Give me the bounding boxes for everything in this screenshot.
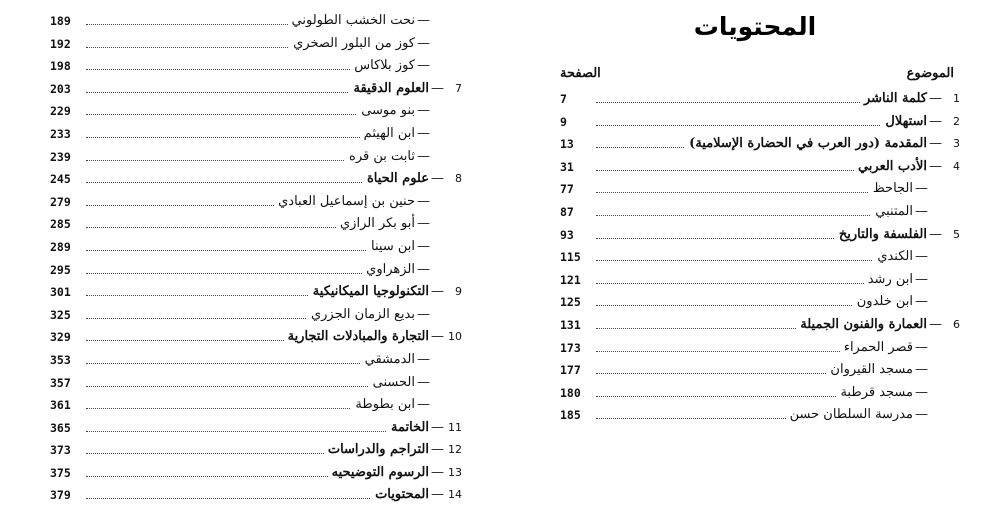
- entry-dash: —: [929, 136, 942, 152]
- toc-entry-title: أبو بكر الرازي: [340, 216, 415, 232]
- toc-entry-title: التراجم والدراسات: [327, 442, 429, 458]
- toc-row: [560, 404, 960, 427]
- entry-dash: —: [431, 419, 444, 435]
- toc-entry-title: ابن الهيثم: [363, 125, 415, 141]
- toc-row: [50, 123, 462, 146]
- toc-row: [560, 88, 960, 111]
- toc-page-number: 357: [50, 375, 71, 390]
- toc-row: [50, 304, 462, 327]
- toc-entry: [881, 111, 960, 134]
- toc-page-number: 361: [50, 398, 71, 413]
- entry-dash: —: [417, 397, 430, 413]
- toc-page-number: 93: [560, 227, 574, 242]
- toc-page-number: 301: [50, 285, 71, 300]
- entry-dash: —: [929, 316, 942, 332]
- toc-entry-title: الدمشقي: [364, 351, 415, 367]
- toc-entry-title: ابن خلدون: [856, 294, 913, 310]
- chapter-number: 3: [953, 137, 960, 151]
- entry-dash: —: [915, 339, 928, 355]
- toc-entry: [349, 78, 462, 101]
- toc-entry-title: التكنولوجيا الميكانيكية: [312, 284, 429, 300]
- toc-entry-title: قصر الحمراء: [843, 339, 913, 355]
- entry-dash: —: [417, 351, 430, 367]
- toc-page-number: 13: [560, 137, 574, 152]
- toc-entry: [360, 123, 462, 146]
- toc-row: [50, 372, 462, 395]
- toc-page-number: 203: [50, 81, 71, 96]
- toc-row: [50, 33, 462, 56]
- entry-dash: —: [417, 193, 430, 209]
- toc-entry-title: مدرسة السلطان حسن: [789, 407, 913, 423]
- chapter-number: 6: [953, 317, 960, 331]
- column-header-subject: الموضوع: [906, 66, 954, 81]
- toc-page-number: 233: [50, 126, 71, 141]
- toc-row: [560, 291, 960, 314]
- entry-dash: —: [417, 148, 430, 164]
- entry-dash: —: [915, 249, 928, 265]
- toc-page-number: 31: [560, 159, 574, 174]
- toc-row: [50, 100, 462, 123]
- toc-page-number: 373: [50, 443, 71, 458]
- toc-page-number: 295: [50, 262, 71, 277]
- toc-page-number: 131: [560, 317, 581, 332]
- toc-entry: [860, 88, 960, 111]
- toc-entry-title: الخاتمة: [390, 419, 429, 435]
- toc-row: [50, 55, 462, 78]
- toc-row: [560, 246, 960, 269]
- toc-entry: [369, 372, 462, 395]
- toc-entry: [309, 281, 462, 304]
- toc-entry: [289, 33, 462, 56]
- toc-page-number: 125: [560, 295, 581, 310]
- toc-entry-title: نحت الخشب الطولوني: [291, 13, 415, 28]
- entry-dash: —: [417, 13, 430, 28]
- toc-page-number: 77: [560, 182, 574, 197]
- entry-dash: —: [431, 487, 444, 503]
- toc-page-number: 180: [560, 385, 581, 400]
- entry-dash: —: [431, 329, 444, 345]
- toc-page-number: 173: [560, 340, 581, 355]
- toc-entry: [786, 404, 960, 427]
- entry-dash: —: [915, 203, 928, 219]
- toc-entry: [871, 201, 960, 224]
- toc-entry: [796, 314, 960, 337]
- toc-page-number: 115: [560, 250, 581, 265]
- toc-entry: [873, 246, 960, 269]
- toc-entry: [367, 236, 462, 259]
- toc-entry-title: المحتويات: [375, 487, 429, 503]
- chapter-number: 13: [448, 465, 462, 479]
- chapter-number: 9: [455, 285, 462, 299]
- entry-dash: —: [417, 216, 430, 232]
- toc-row: [560, 337, 960, 360]
- toc-entry: [685, 133, 960, 156]
- toc-row: [50, 78, 462, 101]
- toc-entry-title: المقدمة (دور العرب في الحضارة الإسلامية): [689, 136, 927, 152]
- toc-entry-title: مسجد القيروان: [830, 362, 913, 378]
- entry-dash: —: [915, 271, 928, 287]
- toc-row: [50, 394, 462, 417]
- toc-entry-title: حنين بن إسماعيل العبادي: [278, 193, 415, 209]
- toc-row: [50, 439, 462, 462]
- toc-page-number: 245: [50, 172, 71, 187]
- chapter-number: 10: [448, 330, 462, 344]
- entry-dash: —: [417, 125, 430, 141]
- toc-row: [560, 269, 960, 292]
- toc-entry-title: ابن رشد: [867, 271, 913, 287]
- entry-dash: —: [417, 238, 430, 254]
- toc-entry: [345, 146, 462, 169]
- entry-dash: —: [417, 261, 430, 277]
- toc-row: [560, 178, 960, 201]
- toc-entry-title: مسجد قرطبة: [840, 384, 913, 400]
- toc-entry: [350, 55, 462, 78]
- toc-entry: [274, 191, 462, 214]
- toc-page-number: 289: [50, 239, 71, 254]
- entry-dash: —: [915, 362, 928, 378]
- column-header-page: الصفحة: [560, 66, 601, 81]
- toc-row: [50, 236, 462, 259]
- chapter-number: 12: [448, 443, 462, 457]
- toc-page-number: 185: [560, 408, 581, 423]
- toc-entry: [284, 326, 462, 349]
- toc-row: [560, 201, 960, 224]
- toc-list-right: [560, 88, 960, 427]
- toc-page-number: 279: [50, 194, 71, 209]
- toc-row: [50, 10, 462, 33]
- toc-entry-title: الجاحظ: [872, 181, 913, 197]
- entry-dash: —: [431, 284, 444, 300]
- toc-entry-title: كوز بلاكاس: [354, 58, 415, 74]
- toc-entry-title: الكندي: [877, 249, 913, 265]
- toc-entry-title: علوم الحياة: [366, 171, 429, 187]
- toc-row: [560, 314, 960, 337]
- entry-dash: —: [417, 306, 430, 322]
- chapter-number: 7: [455, 81, 462, 95]
- toc-entry: [371, 484, 462, 507]
- toc-row: [50, 484, 462, 507]
- toc-entry: [362, 259, 462, 282]
- toc-page-number: 192: [50, 36, 71, 51]
- toc-row: [560, 133, 960, 156]
- entry-dash: —: [929, 226, 942, 242]
- chapter-number: 4: [953, 159, 960, 173]
- entry-dash: —: [929, 113, 942, 129]
- toc-entry-title: المتنبي: [875, 203, 913, 219]
- chapter-number: 1: [953, 92, 960, 105]
- toc-entry: [387, 417, 462, 440]
- chapter-number: 11: [448, 420, 462, 434]
- toc-row: [50, 462, 462, 485]
- entry-dash: —: [915, 384, 928, 400]
- toc-page-number: 353: [50, 352, 71, 367]
- toc-entry-title: كوز من البلور الصخري: [293, 35, 415, 51]
- toc-page-number: 285: [50, 217, 71, 232]
- toc-entry-title: العمارة والفنون الجميلة: [800, 316, 927, 332]
- chapter-number: 5: [953, 227, 960, 241]
- toc-row: [50, 213, 462, 236]
- toc-entry: [357, 100, 462, 123]
- entry-dash: —: [417, 35, 430, 51]
- toc-page-number: 189: [50, 14, 71, 28]
- toc-entry: [869, 178, 960, 201]
- entry-dash: —: [417, 103, 430, 119]
- entry-dash: —: [915, 407, 928, 423]
- toc-entry: [336, 213, 462, 236]
- toc-row: [560, 224, 960, 247]
- toc-entry: [361, 349, 462, 372]
- toc-entry: [363, 168, 462, 191]
- entry-dash: —: [417, 58, 430, 74]
- toc-entry: [864, 269, 960, 292]
- toc-entry: [307, 304, 462, 327]
- toc-entry: [826, 359, 960, 382]
- entry-dash: —: [431, 464, 444, 480]
- toc-row: [50, 349, 462, 372]
- toc-entry: [836, 382, 960, 405]
- toc-row: [50, 168, 462, 191]
- toc-entry-title: ثابت بن قره: [349, 148, 415, 164]
- toc-entry-title: التجارة والمبادلات التجارية: [287, 329, 429, 345]
- entry-dash: —: [915, 181, 928, 197]
- toc-entry-title: ابن بطوطة: [355, 397, 415, 413]
- chapter-number: 8: [455, 172, 462, 186]
- toc-entry-title: كلمة الناشر: [863, 91, 927, 106]
- toc-page-number: 87: [560, 204, 574, 219]
- entry-dash: —: [417, 374, 430, 390]
- toc-entry-title: الفلسفة والتاريخ: [838, 226, 927, 242]
- toc-entry: [288, 10, 462, 33]
- toc-page-number: 121: [560, 272, 581, 287]
- toc-page-number: 9: [560, 114, 567, 129]
- toc-entry: [835, 224, 960, 247]
- toc-page-number: 177: [560, 363, 581, 378]
- toc-entry-title: استهلال: [885, 113, 927, 129]
- toc-entry-title: بديع الزمان الجزري: [310, 306, 415, 322]
- chapter-number: 2: [953, 114, 960, 128]
- toc-page-number: 325: [50, 307, 71, 322]
- toc-page-number: 375: [50, 465, 71, 480]
- toc-entry-title: الأدب العربي: [857, 158, 927, 174]
- toc-entry-title: الحسنى: [372, 374, 415, 390]
- toc-page-number: 239: [50, 149, 71, 164]
- entry-dash: —: [431, 442, 444, 458]
- toc-entry: [328, 462, 462, 485]
- entry-dash: —: [929, 91, 942, 106]
- toc-entry: [854, 156, 960, 179]
- toc-entry: [840, 337, 960, 360]
- toc-row: [50, 259, 462, 282]
- toc-row: [560, 359, 960, 382]
- toc-entry: [324, 439, 462, 462]
- toc-page-number: 379: [50, 488, 71, 503]
- toc-row: [50, 417, 462, 440]
- entry-dash: —: [431, 80, 444, 96]
- toc-row: [50, 326, 462, 349]
- entry-dash: —: [431, 171, 444, 187]
- toc-page-number: 329: [50, 330, 71, 345]
- toc-entry-title: الزهراوي: [366, 261, 415, 277]
- toc-row: [50, 191, 462, 214]
- entry-dash: —: [915, 294, 928, 310]
- entry-dash: —: [929, 158, 942, 174]
- toc-page-number: 198: [50, 59, 71, 74]
- toc-row: [560, 156, 960, 179]
- toc-row: [560, 382, 960, 405]
- toc-heading: المحتويات: [693, 12, 817, 41]
- toc-entry-title: بنو موسى: [361, 103, 415, 119]
- toc-page-number: 365: [50, 420, 71, 435]
- chapter-number: 14: [448, 488, 462, 502]
- toc-page-number: 229: [50, 104, 71, 119]
- toc-entry-title: الرسوم التوضيحيه: [331, 464, 429, 480]
- toc-page-number: 7: [560, 92, 567, 106]
- toc-row: [50, 146, 462, 169]
- toc-row: [560, 111, 960, 134]
- toc-entry: [853, 291, 960, 314]
- toc-entry: [351, 394, 462, 417]
- toc-entry-title: ابن سينا: [371, 238, 415, 254]
- toc-list-left: [50, 10, 462, 507]
- toc-entry-title: العلوم الدقيقة: [353, 80, 429, 96]
- toc-row: [50, 281, 462, 304]
